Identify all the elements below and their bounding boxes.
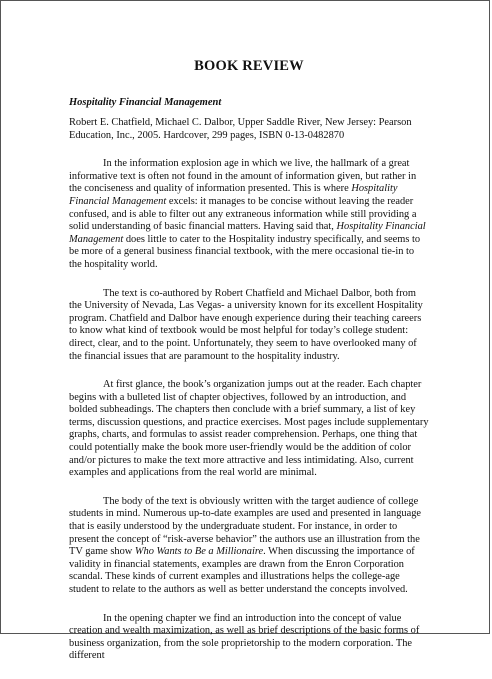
- paragraph-4-show-title: Who Wants to Be a Millionaire: [134, 546, 264, 558]
- paragraph-1-text-a: In the information explosion age in which we live, the hallmark of a great informative text is often not found in the amount of information given, but rather in the conciseness and quality of information presented. This is where: [69, 158, 417, 195]
- paragraph-1-book-title-1: Hospitality Financial Management: [69, 183, 398, 207]
- paragraph-4-text-c: . When discussing the importance of validity in financial statements, examples are drawn from the Enron Corporation scandal. These kinds of current examples and illustrations helps the college-age student to relate to the authors as well as better understand the concepts involved.: [69, 546, 415, 595]
- paragraph-4: [69, 496, 429, 597]
- paragraph-1-book-title-2: Hospitality Financial Management: [69, 221, 426, 245]
- paragraph-1-text-c: excels: it manages to be concise without leaving the reader confused, and is able to filter out any extraneous information while still providing a solid understanding of basic financial matters. Having said that,: [69, 195, 417, 233]
- paragraph-4-text-a: The body of the text is obviously written with the target audience of college students in mind. Numerous up-to-date examples are used and presented in language that is easily understood by the undergraduate student. For instance, in order to present the concept of “risk-averse behavior” the authors use an illustration from the TV game show: [69, 495, 422, 558]
- paragraph-1: [69, 158, 429, 271]
- page-title: BOOK REVIEW: [194, 58, 304, 74]
- book-citation: Robert E. Chatfield, Michael C. Dalbor, Upper Saddle River, New Jersey: Pearson Education, Inc., 2005. Hardcover, 299 pages, ISBN 0-13-0482870: [69, 117, 412, 141]
- paragraph-3: At first glance, the book’s organization jumps out at the reader. Each chapter begins with a bulleted list of chapter objectives, followed by an introduction, and bolded subheadings. The chapters then conclude with a brief summary, a list of key terms, discussion questions, and practice exercises. Most pages include supplementary graphs, charts, and formulas to assist reader comprehension. Perhaps, one thing that could potentially make the book more user-friendly would be the addition of color and/or pictures to make the text more attractive and less intimidating. Also, current examples and applications from the real world are minimal.: [69, 379, 429, 479]
- paragraph-5: In the opening chapter we find an introduction into the concept of value creation and wealth maximization, as well as brief descriptions of the basic forms of business organization, from the sole proprietorship to the modern corporation. The different: [69, 612, 420, 662]
- paragraph-1-text-e: does little to cater to the Hospitality industry specifically, and seems to be more of a general business financial textbook, with the mere occasional tie-in to the hospitality world.: [69, 233, 421, 270]
- paragraph-2: The text is co-authored by Robert Chatfield and Michael Dalbor, both from the University of Nevada, Las Vegas- a university known for its excellent Hospitality program. Chatfield and Dalbor have enough experience during their teaching careers to know what kind of textbook would be most helpful for today’s college student: direct, clear, and to the point. Unfortunately, they seem to have overlooked many of the financial issues that are paramount to the hospitality industry.: [69, 287, 423, 362]
- book-title: Hospitality Financial Management: [69, 97, 222, 108]
- document-body: [69, 58, 429, 679]
